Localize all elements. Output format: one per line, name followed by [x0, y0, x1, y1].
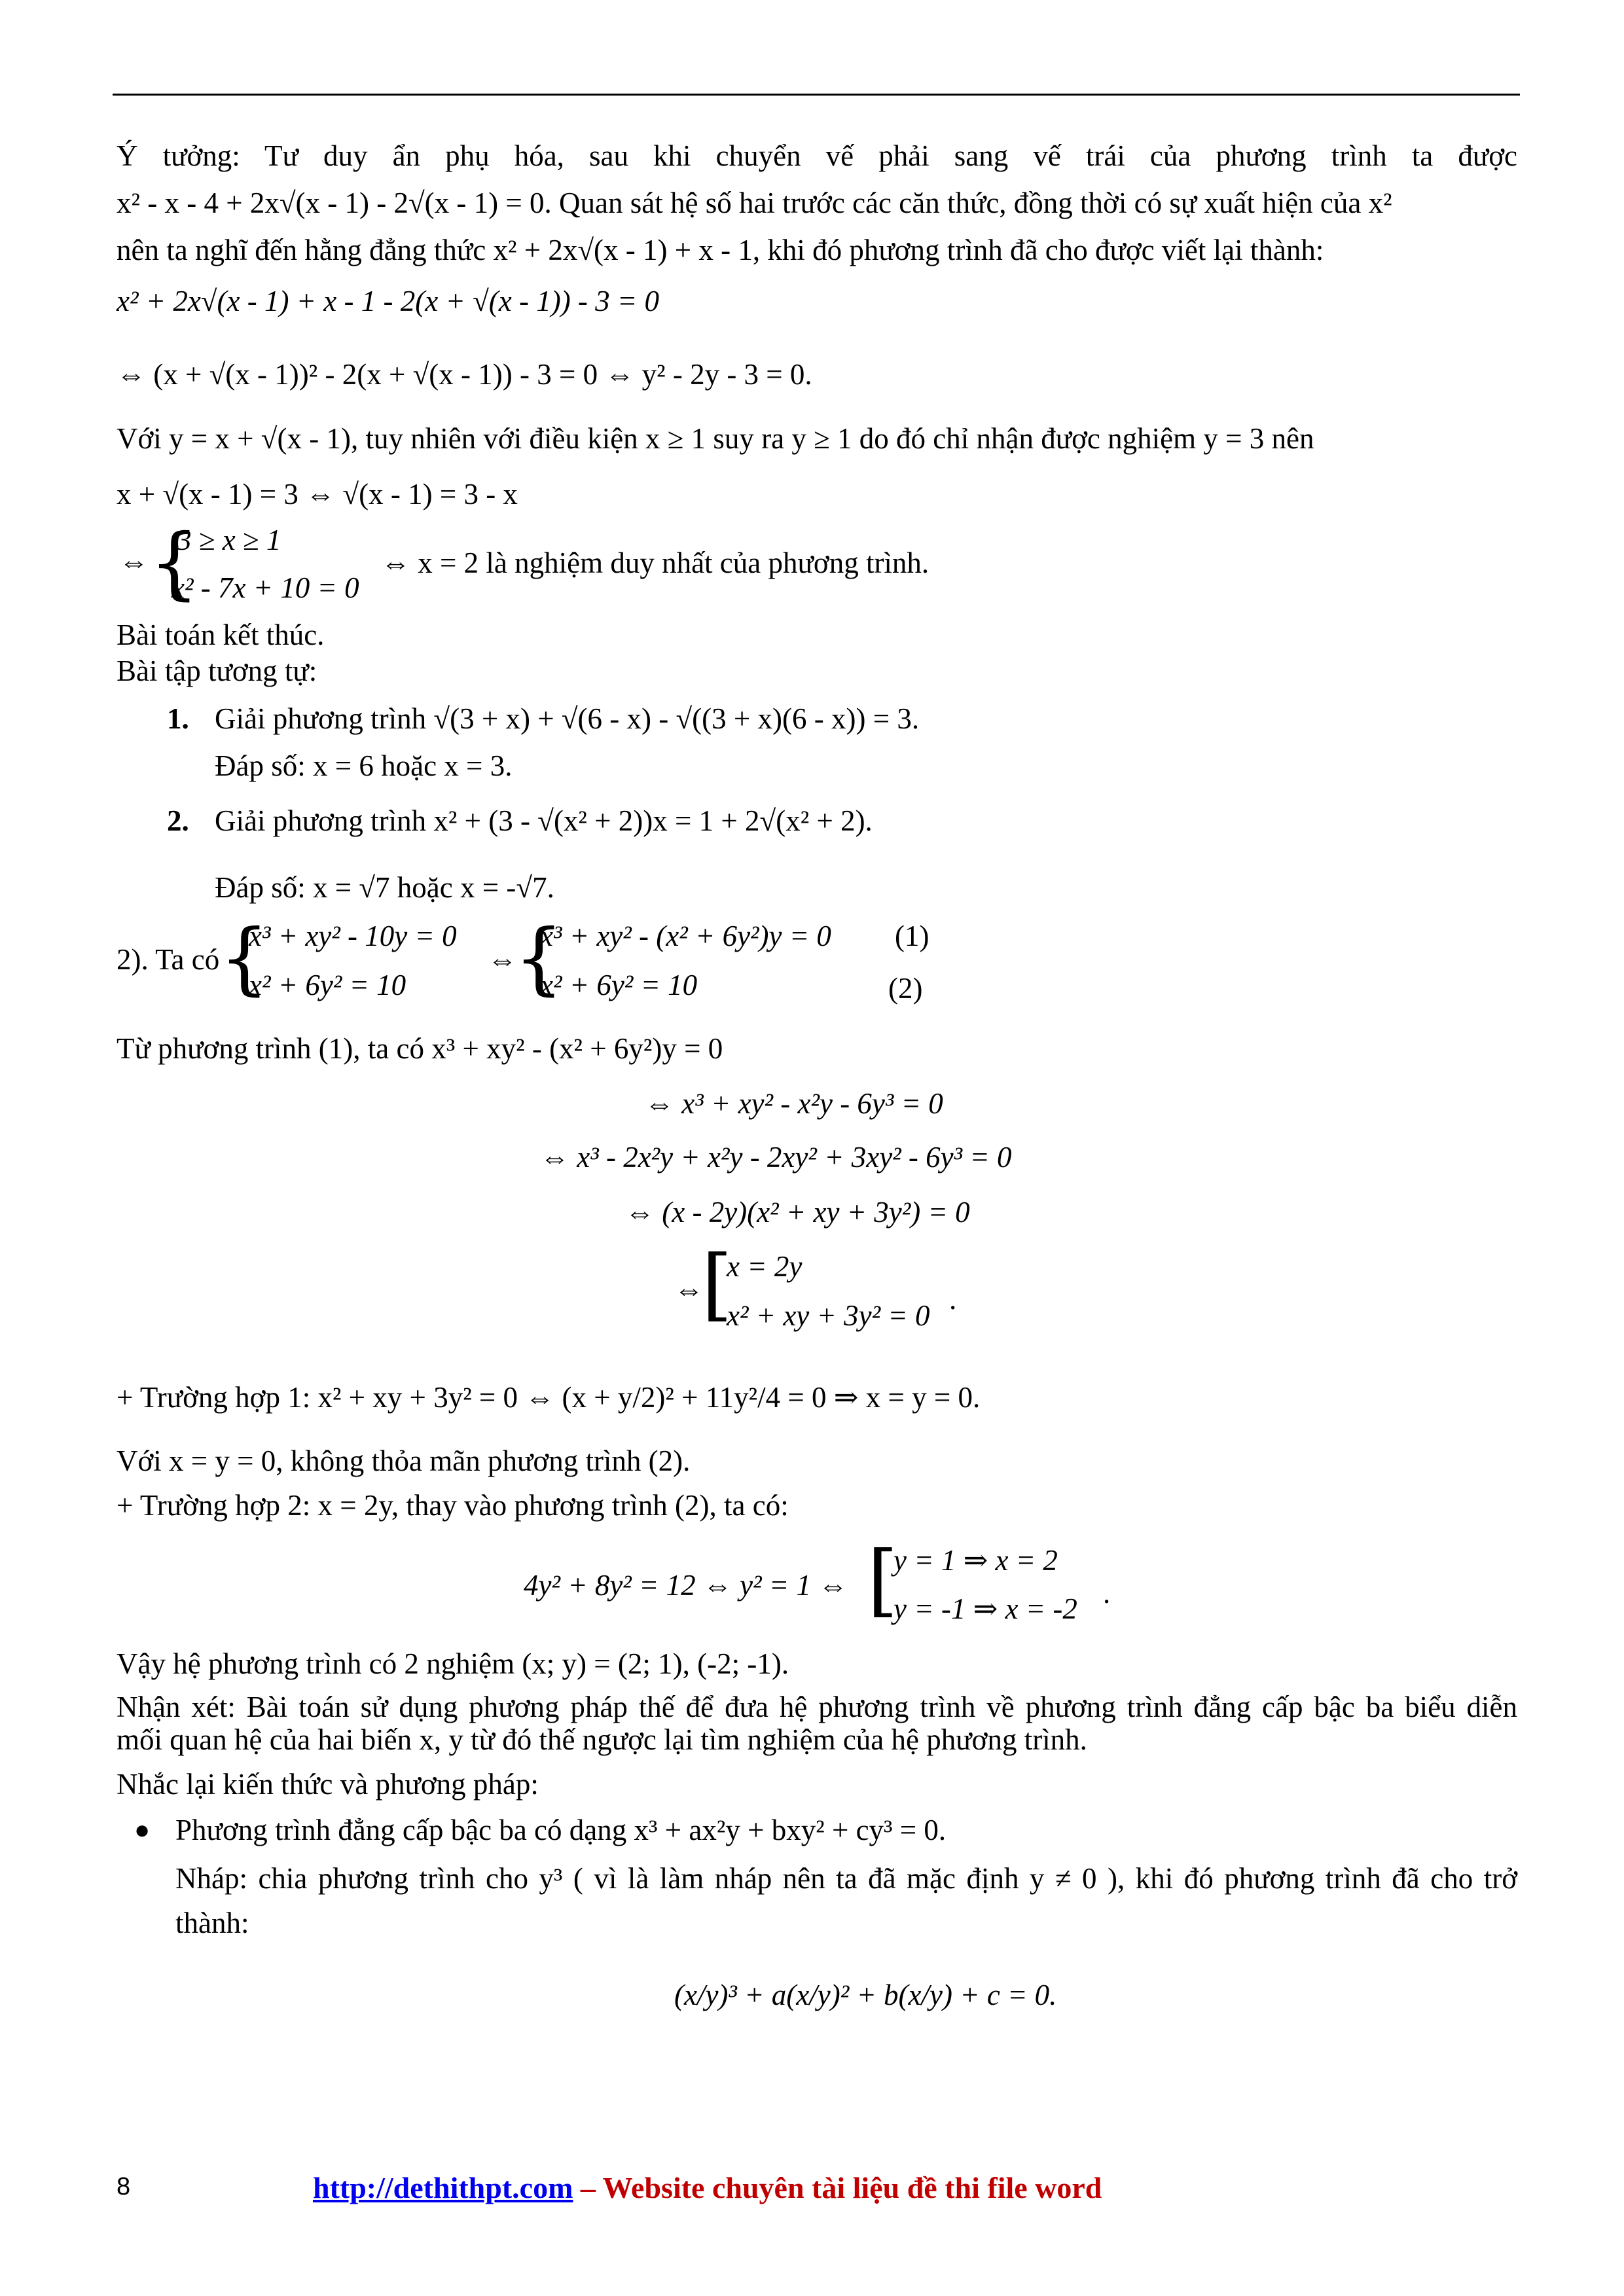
case-1-conclusion: Với x = y = 0, không thỏa mãn phương trình (2).: [117, 1444, 691, 1477]
bullet-icon: ●: [134, 1815, 151, 1844]
page-number: 8: [117, 2173, 131, 2200]
derivation-step-2: ⇔ x³ - 2x²y + x²y - 2xy² + 3xy² - 6y³ = 0: [540, 1141, 1012, 1174]
exercise-1-text: Giải phương trình √(3 + x) + √(6 - x) - √((3 + x)(6 - x)) = 3.: [215, 702, 920, 735]
equation-root-solve: x + √(x - 1) = 3 ⇔ √(x - 1) = 3 - x: [117, 478, 518, 511]
paragraph-condition: Với y = x + √(x - 1), tuy nhiên với điều kiện x ≥ 1 suy ra y ≥ 1 do đó chỉ nhận được nghiệm y = 3 nên: [117, 422, 1314, 455]
case-2-bracket: [: [867, 1535, 898, 1626]
from-equation-1: Từ phương trình (1), ta có x³ + xy² - (x² + 6y²)y = 0: [117, 1032, 723, 1065]
exercise-2-number: 2.: [167, 804, 189, 837]
footer-tagline: – Website chuyên tài liệu đề thi file word: [573, 2171, 1102, 2204]
system2-left-eq1: x³ + xy² - 10y = 0: [249, 920, 457, 952]
footer-banner: [313, 2170, 1102, 2205]
derivation-step-4-case-b: x² + xy + 3y² = 0: [727, 1299, 930, 1332]
similar-exercises-heading: Bài tập tương tự:: [117, 655, 317, 687]
system2-equivalence: ⇔: [488, 943, 517, 976]
equation-tag-1: (1): [895, 920, 929, 952]
case-2-solution-b: y = -1 ⇒ x = -2: [893, 1592, 1077, 1625]
case-2-dot: .: [1103, 1577, 1111, 1609]
derivation-step-4-bracket: [: [702, 1239, 732, 1330]
problem-end-text: Bài toán kết thúc.: [117, 619, 325, 651]
paragraph-idea-line-2: x² - x - 4 + 2x√(x - 1) - 2√(x - 1) = 0. Quan sát hệ số hai trước các căn thức, đồng thời có sự xuất hiện của x²: [117, 187, 1392, 219]
system2-right-eq2: x² + 6y² = 10: [540, 969, 698, 1001]
exercise-1-number: 1.: [167, 702, 189, 735]
bullet-cubic-form: Phương trình đẳng cấp bậc ba có dạng x³ + ax²y + bxy² + cy³ = 0.: [175, 1814, 947, 1846]
derivation-step-3: ⇔ (x - 2y)(x² + xy + 3y²) = 0: [625, 1196, 970, 1229]
system1-line-b: x² - 7x + 10 = 0: [171, 571, 359, 604]
system2-right-eq1: x³ + xy² - (x² + 6y²)y = 0: [540, 920, 831, 952]
system2-brace-left: {: [219, 913, 270, 1004]
method-recall-heading: Nhắc lại kiến thức và phương pháp:: [117, 1768, 539, 1801]
exercise-2-text: Giải phương trình x² + (3 - √(x² + 2))x = 1 + 2√(x² + 2).: [215, 804, 873, 837]
paragraph-idea-line-1: Ý tưởng: Tư duy ẩn phụ hóa, sau khi chuyển vế phải sang vế trái của phương trình ta được: [117, 139, 1517, 172]
case-2-solution-a: y = 1 ⇒ x = 2: [893, 1544, 1058, 1577]
equation-substitution: ⇔ (x + √(x - 1))² - 2(x + √(x - 1)) - 3 = 0 ⇔ y² - 2y - 3 = 0.: [117, 358, 812, 391]
equation-expanded: x² + 2x√(x - 1) + x - 1 - 2(x + √(x - 1)) - 3 = 0: [117, 285, 660, 317]
part2-intro: 2). Ta có: [117, 943, 220, 976]
paragraph-idea-line-3: nên ta nghĩ đến hằng đẳng thức x² + 2x√(x - 1) + x - 1, khi đó phương trình đã cho được viết lại thành:: [117, 234, 1324, 266]
system-solution-summary: Vậy hệ phương trình có 2 nghiệm (x; y) = (2; 1), (-2; -1).: [117, 1647, 789, 1680]
remark-line-1: Nhận xét: Bài toán sử dụng phương pháp thế để đưa hệ phương trình về phương trình đẳng cấp bậc ba biểu diễn: [117, 1691, 1517, 1723]
system1-result: ⇔ x = 2 là nghiệm duy nhất của phương trình.: [381, 547, 929, 579]
exercise-1-answer: Đáp số: x = 6 hoặc x = 3.: [215, 749, 513, 782]
header-rule: [113, 94, 1520, 96]
derivation-step-4-dot: .: [949, 1283, 957, 1316]
system1-equivalence: ⇔: [119, 545, 149, 578]
draft-note-line-2: thành:: [175, 1907, 249, 1939]
exercise-2-answer: Đáp số: x = √7 hoặc x = -√7.: [215, 871, 554, 904]
cubic-divided-equation: (x/y)³ + a(x/y)² + b(x/y) + c = 0.: [674, 1979, 1057, 2011]
case-2-equation: 4y² + 8y² = 12 ⇔ y² = 1 ⇔: [524, 1569, 848, 1602]
draft-note-line-1: Nháp: chia phương trình cho y³ ( vì là làm nháp nên ta đã mặc định y ≠ 0 ), khi đó phương trình đã cho trở: [175, 1862, 1517, 1895]
system1-line-a: 3 ≥ x ≥ 1: [177, 524, 281, 556]
case-1-text: + Trường hợp 1: x² + xy + 3y² = 0 ⇔ (x + y/2)² + 11y²/4 = 0 ⇒ x = y = 0.: [117, 1381, 981, 1414]
system2-brace-right: {: [514, 913, 564, 1004]
system1-brace: {: [149, 518, 200, 609]
equation-tag-2: (2): [888, 972, 923, 1005]
derivation-step-1: ⇔ x³ + xy² - x²y - 6y³ = 0: [645, 1087, 943, 1120]
derivation-step-4-prefix: ⇔: [674, 1273, 704, 1306]
system2-left-eq2: x² + 6y² = 10: [249, 969, 406, 1001]
footer-url-link[interactable]: http://dethithpt.com: [313, 2171, 573, 2204]
remark-line-2: mối quan hệ của hai biến x, y từ đó thế ngược lại tìm nghiệm của hệ phương trình.: [117, 1723, 1087, 1756]
case-2-text: + Trường hợp 2: x = 2y, thay vào phương trình (2), ta có:: [117, 1489, 789, 1522]
derivation-step-4-case-a: x = 2y: [727, 1250, 803, 1283]
